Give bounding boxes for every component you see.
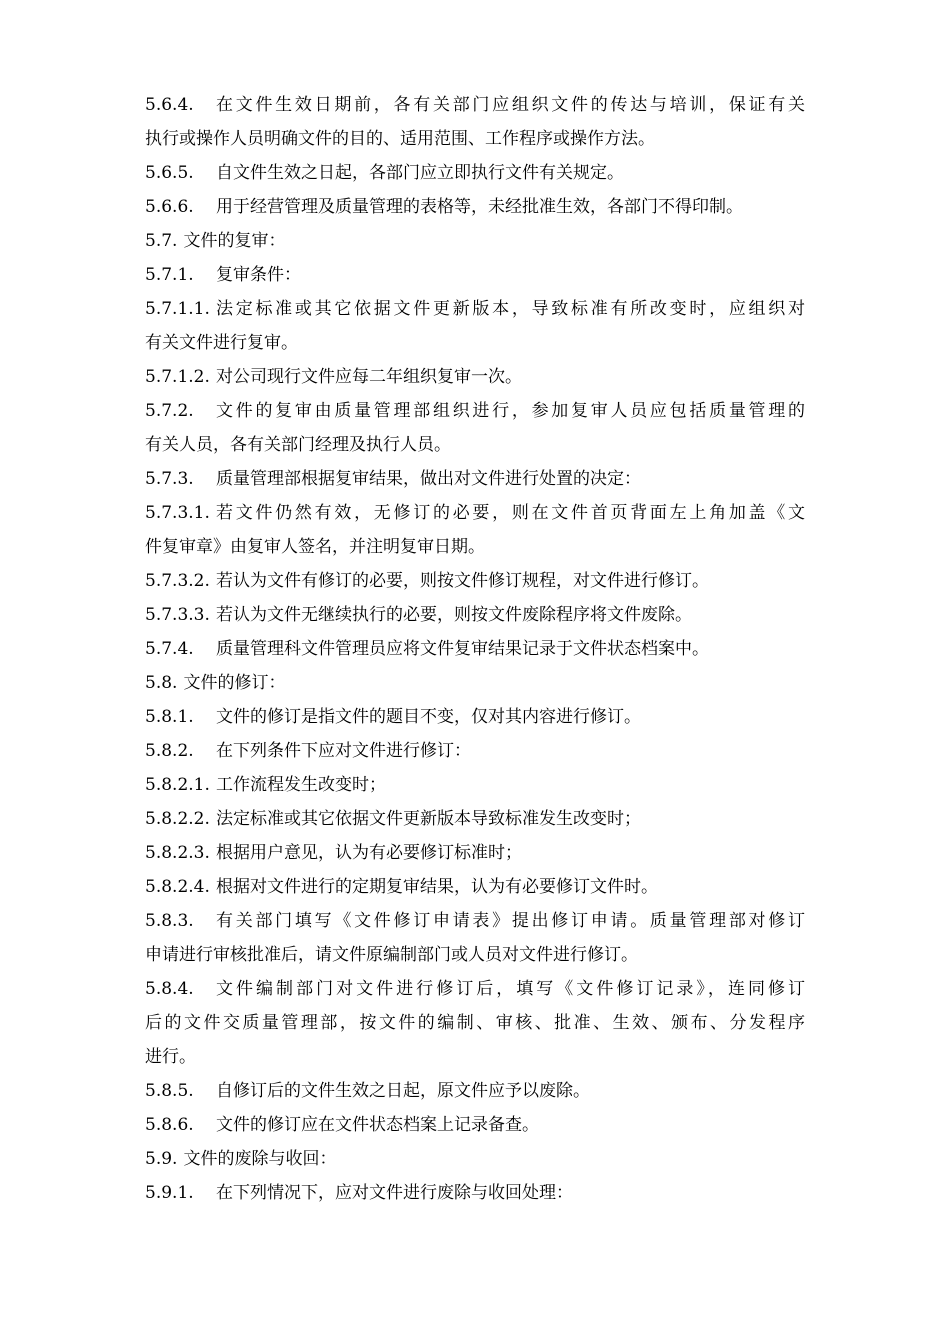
clause-5-7 [145, 224, 805, 258]
clause-text: 法定标准或其它依据文件更新版本，导致标准有所改变时，应组织对 [216, 299, 805, 319]
clause-first-line [145, 598, 805, 632]
clause-first-line [145, 1176, 805, 1210]
clause-5-7-3-1 [145, 496, 805, 564]
clause-number: 5.8.6. [145, 1115, 194, 1135]
clause-continuation-line: 有关人员，各有关部门经理及执行人员。 [145, 435, 451, 455]
clause-5-6-6 [145, 190, 805, 224]
clause-first-line [145, 700, 805, 734]
clause-5-7-1-1 [145, 292, 805, 360]
clause-first-line [145, 360, 805, 394]
clause-5-9-1 [145, 1176, 805, 1210]
clause-5-7-1 [145, 258, 805, 292]
clause-first-line [145, 870, 805, 904]
clause-text: 质量管理部根据复审结果，做出对文件进行处置的决定： [216, 469, 641, 489]
clause-5-7-4 [145, 632, 805, 666]
clause-number: 5.9.1. [145, 1183, 194, 1203]
clause-first-line [145, 632, 805, 666]
clause-number: 5.7.4. [145, 639, 194, 659]
clause-number: 5.8.2.2. [145, 809, 210, 829]
clause-5-8-4 [145, 972, 805, 1074]
clause-text: 在下列条件下应对文件进行修订： [216, 741, 471, 761]
clause-number: 5.6.4. [145, 95, 194, 115]
clause-number: 5.8.2.1. [145, 775, 210, 795]
clause-first-line [145, 224, 805, 258]
clause-5-7-3-3 [145, 598, 805, 632]
clause-first-line [145, 462, 805, 496]
clause-text: 自文件生效之日起，各部门应立即执行文件有关规定。 [216, 163, 624, 183]
clause-continuation-line: 进行。 [145, 1047, 196, 1067]
clause-first-line [145, 972, 805, 1006]
clause-5-8-3 [145, 904, 805, 972]
clause-first-line [145, 904, 805, 938]
clause-5-8-2-3 [145, 836, 805, 870]
clause-text: 若认为文件有修订的必要，则按文件修订规程，对文件进行修订。 [216, 571, 709, 591]
clause-text: 有关部门填写《文件修订申请表》提出修订申请。质量管理部对修订 [216, 911, 805, 931]
clause-number: 5.8.1. [145, 707, 194, 727]
clause-first-line [145, 802, 805, 836]
clause-5-7-3-2 [145, 564, 805, 598]
clause-number: 5.7.3.2. [145, 571, 210, 591]
clause-number: 5.8.3. [145, 911, 194, 931]
clause-number: 5.7.3.3. [145, 605, 210, 625]
clause-text: 复审条件： [216, 265, 301, 285]
clause-text: 工作流程发生改变时； [216, 775, 386, 795]
clause-number: 5.8. [145, 673, 178, 693]
clause-first-line [145, 1074, 805, 1108]
clause-number: 5.6.5. [145, 163, 194, 183]
clause-continuation-line: 后的文件交质量管理部，按文件的编制、审核、批准、生效、颁布、分发程序 [145, 1013, 805, 1033]
clause-text: 自修订后的文件生效之日起，原文件应予以废除。 [216, 1081, 590, 1101]
clause-first-line [145, 292, 805, 326]
clause-number: 5.8.2.3. [145, 843, 210, 863]
clause-5-9 [145, 1142, 805, 1176]
clause-number: 5.7.1.1. [145, 299, 210, 319]
clause-text: 在文件生效日期前，各有关部门应组织文件的传达与培训，保证有关 [216, 95, 805, 115]
clause-text: 在下列情况下，应对文件进行废除与收回处理： [216, 1183, 573, 1203]
clause-first-line [145, 190, 805, 224]
clause-continuation-line: 件复审章》由复审人签名，并注明复审日期。 [145, 537, 485, 557]
clause-first-line [145, 258, 805, 292]
clause-number: 5.7.1.2. [145, 367, 210, 387]
clause-text: 若认为文件无继续执行的必要，则按文件废除程序将文件废除。 [216, 605, 692, 625]
clause-5-7-3 [145, 462, 805, 496]
clause-5-8 [145, 666, 805, 700]
clause-first-line [145, 88, 805, 122]
clause-first-line [145, 1142, 805, 1176]
clause-text: 文件编制部门对文件进行修订后，填写《文件修订记录》，连同修订 [216, 979, 805, 999]
document-page [145, 88, 805, 1210]
clause-first-line [145, 496, 805, 530]
clause-text: 根据用户意见，认为有必要修订标准时； [216, 843, 522, 863]
clause-5-6-4 [145, 88, 805, 156]
clause-5-8-2-1 [145, 768, 805, 802]
clause-first-line [145, 564, 805, 598]
clause-text: 质量管理科文件管理员应将文件复审结果记录于文件状态档案中。 [216, 639, 709, 659]
clause-number: 5.8.2. [145, 741, 194, 761]
clause-text: 若文件仍然有效，无修订的必要，则在文件首页背面左上角加盖《文 [216, 503, 805, 523]
clause-text: 文件的复审： [183, 231, 286, 251]
clause-continuation-line: 执行或操作人员明确文件的目的、适用范围、工作程序或操作方法。 [145, 129, 655, 149]
clause-5-8-1 [145, 700, 805, 734]
clause-continuation-line: 申请进行审核批准后，请文件原编制部门或人员对文件进行修订。 [145, 945, 638, 965]
clause-first-line [145, 156, 805, 190]
clause-number: 5.6.6. [145, 197, 194, 217]
clause-5-8-2-2 [145, 802, 805, 836]
clause-number: 5.7. [145, 231, 178, 251]
clause-number: 5.8.5. [145, 1081, 194, 1101]
clause-first-line [145, 836, 805, 870]
clause-number: 5.7.1. [145, 265, 194, 285]
clause-5-8-6 [145, 1108, 805, 1142]
clause-first-line [145, 1108, 805, 1142]
clause-text: 根据对文件进行的定期复审结果，认为有必要修订文件时。 [216, 877, 658, 897]
clause-5-7-1-2 [145, 360, 805, 394]
clause-5-8-2 [145, 734, 805, 768]
clause-text: 用于经营管理及质量管理的表格等，未经批准生效，各部门不得印制。 [216, 197, 743, 217]
clause-number: 5.7.2. [145, 401, 194, 421]
clause-number: 5.9. [145, 1149, 178, 1169]
clause-continuation-line: 有关文件进行复审。 [145, 333, 298, 353]
clause-text: 文件的废除与收回： [183, 1149, 337, 1169]
clause-text: 文件的修订是指文件的题目不变，仅对其内容进行修订。 [216, 707, 641, 727]
clause-text: 法定标准或其它依据文件更新版本导致标准发生改变时； [216, 809, 641, 829]
clause-5-6-5 [145, 156, 805, 190]
clause-5-8-5 [145, 1074, 805, 1108]
clause-number: 5.7.3. [145, 469, 194, 489]
clause-number: 5.8.2.4. [145, 877, 210, 897]
clause-first-line [145, 768, 805, 802]
clause-5-7-2 [145, 394, 805, 462]
clause-first-line [145, 666, 805, 700]
clause-5-8-2-4 [145, 870, 805, 904]
clause-number: 5.7.3.1. [145, 503, 210, 523]
clause-text: 文件的复审由质量管理部组织进行，参加复审人员应包括质量管理的 [216, 401, 805, 421]
clause-first-line [145, 734, 805, 768]
clause-text: 文件的修订应在文件状态档案上记录备查。 [216, 1115, 539, 1135]
clause-number: 5.8.4. [145, 979, 194, 999]
clause-text: 对公司现行文件应每二年组织复审一次。 [216, 367, 522, 387]
clause-text: 文件的修订： [183, 673, 286, 693]
clause-first-line [145, 394, 805, 428]
